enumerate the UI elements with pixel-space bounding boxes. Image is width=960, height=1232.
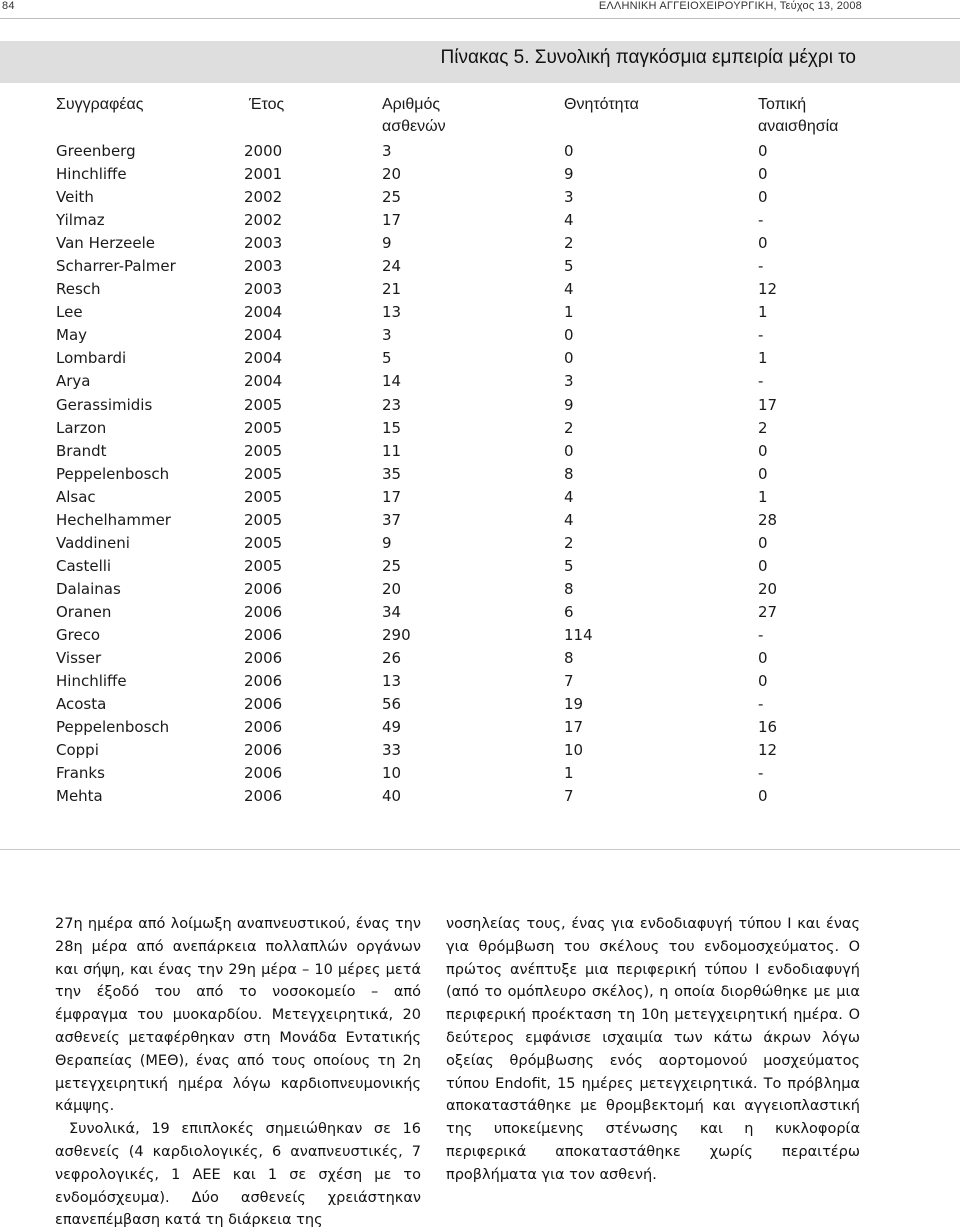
- cell-author: Lee: [56, 303, 83, 322]
- cell-local: -: [758, 372, 764, 391]
- cell-local: 1: [758, 303, 768, 322]
- cell-author: Franks: [56, 764, 105, 783]
- cell-mortality: 0: [564, 142, 574, 161]
- cell-patients: 33: [382, 741, 402, 760]
- table-header-row: [56, 94, 888, 140]
- table-row: [56, 670, 888, 693]
- cell-patients: 25: [382, 188, 402, 207]
- cell-local: 1: [758, 349, 768, 368]
- cell-year: 2003: [244, 257, 283, 276]
- cell-year: 2005: [244, 418, 283, 437]
- cell-mortality: 10: [564, 741, 584, 760]
- cell-year: 2006: [244, 718, 283, 737]
- table-row: [56, 716, 888, 739]
- cell-mortality: 8: [564, 464, 574, 483]
- cell-local: 0: [758, 533, 768, 552]
- table-row: [56, 509, 888, 532]
- cell-patients: 49: [382, 718, 402, 737]
- cell-patients: 10: [382, 764, 402, 783]
- cell-year: 2004: [244, 303, 283, 322]
- cell-author: Visser: [56, 649, 102, 668]
- cell-patients: 34: [382, 602, 402, 621]
- cell-patients: 21: [382, 280, 402, 299]
- cell-mortality: 5: [564, 556, 574, 575]
- cell-local: 0: [758, 672, 768, 691]
- table-row: [56, 785, 888, 808]
- table-row: [56, 440, 888, 463]
- cell-local: 0: [758, 165, 768, 184]
- section-divider: [0, 849, 960, 850]
- cell-mortality: 3: [564, 372, 574, 391]
- left-paragraph-2: Συνολικά, 19 επιπλοκές σημειώθηκαν σε 16 ασθενείς (4 καρδιολογικές, 6 αναπνευστικές, 7 νεφρολογικές, 1 ΑΕΕ και 1 σε σχέση με το ενδομόσχευμα). Δύο ασθενείς χρειάστηκαν επανεπέμβαση κατά τη διάρκεια της: [55, 1121, 421, 1229]
- table-row: [56, 232, 888, 255]
- cell-local: 0: [758, 464, 768, 483]
- cell-mortality: 4: [564, 487, 574, 506]
- header-author: Συγγραφέας: [56, 96, 144, 113]
- cell-local: 0: [758, 649, 768, 668]
- table-row: [56, 394, 888, 417]
- cell-local: 12: [758, 741, 778, 760]
- cell-mortality: 8: [564, 579, 574, 598]
- cell-author: Gerassimidis: [56, 395, 153, 414]
- cell-year: 2006: [244, 602, 283, 621]
- cell-mortality: 7: [564, 787, 574, 806]
- cell-year: 2003: [244, 280, 283, 299]
- cell-year: 2000: [244, 142, 283, 161]
- cell-local: -: [758, 326, 764, 345]
- cell-year: 2002: [244, 211, 283, 230]
- cell-patients: 11: [382, 441, 402, 460]
- table-row: [56, 278, 888, 301]
- cell-patients: 20: [382, 165, 402, 184]
- cell-year: 2005: [244, 464, 283, 483]
- cell-patients: 17: [382, 211, 402, 230]
- cell-author: Veith: [56, 188, 94, 207]
- table-row: [56, 578, 888, 601]
- cell-mortality: 0: [564, 326, 574, 345]
- cell-year: 2001: [244, 165, 283, 184]
- cell-mortality: 4: [564, 211, 574, 230]
- cell-patients: 37: [382, 510, 402, 529]
- cell-year: 2005: [244, 556, 283, 575]
- cell-local: 0: [758, 142, 768, 161]
- right-text-column: [446, 913, 860, 1187]
- table-row: [56, 647, 888, 670]
- cell-local: 0: [758, 234, 768, 253]
- cell-year: 2005: [244, 510, 283, 529]
- cell-patients: 13: [382, 672, 402, 691]
- table-row: [56, 324, 888, 347]
- cell-patients: 9: [382, 234, 392, 253]
- cell-year: 2006: [244, 672, 283, 691]
- table-row: [56, 417, 888, 440]
- table-body: [56, 140, 888, 808]
- cell-year: 2005: [244, 441, 283, 460]
- header-patients: [382, 94, 564, 140]
- cell-author: Peppelenbosch: [56, 464, 170, 483]
- cell-local: -: [758, 257, 764, 276]
- cell-patients: 23: [382, 395, 402, 414]
- table-row: [56, 693, 888, 716]
- cell-author: Arya: [56, 372, 91, 391]
- table-row: [56, 186, 888, 209]
- cell-local: 12: [758, 280, 778, 299]
- cell-year: 2002: [244, 188, 283, 207]
- cell-mortality: 2: [564, 418, 574, 437]
- cell-year: 2004: [244, 372, 283, 391]
- cell-author: Castelli: [56, 556, 112, 575]
- cell-author: Hechelhammer: [56, 510, 171, 529]
- table-row: [56, 624, 888, 647]
- cell-author: Alsac: [56, 487, 96, 506]
- table-caption: Πίνακας 5. Συνολική παγκόσμια εμπειρία μέχρι το: [440, 47, 856, 68]
- cell-patients: 20: [382, 579, 402, 598]
- cell-local: -: [758, 695, 764, 714]
- cell-mortality: 3: [564, 188, 574, 207]
- header-local-line2: αναισθησία: [758, 118, 839, 135]
- right-paragraph-1: νοσηλείας τους, ένας για ενδοδιαφυγή τύπου Ι και ένας για θρόμβωση του σκέλους του ενδομοσχεύματος. Ο πρώτος ανέπτυξε μια περιφερική τύπου Ι ενδοδιαφυγή (από το ομόπλευρο σκέλος), η οποία διορθώθηκε με μια περιφερική προέκταση τη 10η μετεγχειρητική ημέρα. Ο δεύτερος εμφάνισε ισχαιμία των κάτω άκρων λόγω οξείας θρόμβωσης ενός αορτομονού μοσχεύματος τύπου Endofit, 15 ημέρες μετεγχειρητικά. Το πρόβλημα αποκαταστάθηκε με θρομβεκτομή και αγγειοπλαστική της υποκείμενης στένωσης και η κυκλοφορία περιφερικά αποκαταστάθηκε χωρίς περαιτέρω προβλήματα για τον ασθενή.: [446, 916, 860, 1183]
- cell-patients: 15: [382, 418, 402, 437]
- cell-mortality: 4: [564, 510, 574, 529]
- left-text-column: [55, 913, 421, 1232]
- table-row: [56, 486, 888, 509]
- cell-mortality: 4: [564, 280, 574, 299]
- cell-mortality: 7: [564, 672, 574, 691]
- table-row: [56, 555, 888, 578]
- cell-local: -: [758, 626, 764, 644]
- cell-author: Acosta: [56, 695, 107, 714]
- cell-mortality: 6: [564, 602, 574, 621]
- cell-patients: 24: [382, 257, 402, 276]
- table-row: [56, 209, 888, 232]
- table-row: [56, 255, 888, 278]
- header-local-anesthesia: [758, 94, 888, 140]
- cell-year: 2005: [244, 395, 283, 414]
- cell-patients: 17: [382, 487, 402, 506]
- cell-year: 2006: [244, 741, 283, 760]
- cell-local: 16: [758, 718, 778, 737]
- cell-mortality: 19: [564, 695, 584, 714]
- cell-year: 2004: [244, 349, 283, 368]
- cell-local: 17: [758, 395, 778, 414]
- cell-author: Scharrer-Palmer: [56, 257, 176, 276]
- cell-author: Hinchliffe: [56, 165, 127, 184]
- cell-year: 2006: [244, 579, 283, 598]
- results-table: [56, 94, 888, 808]
- cell-author: May: [56, 326, 88, 345]
- cell-year: 2003: [244, 234, 283, 253]
- cell-year: 2006: [244, 695, 283, 714]
- cell-year: 2006: [244, 649, 283, 668]
- header-patients-line2: ασθενών: [382, 118, 446, 135]
- cell-mortality: 8: [564, 649, 574, 668]
- cell-author: Oranen: [56, 602, 112, 621]
- table-row: [56, 739, 888, 762]
- cell-year: 2004: [244, 326, 283, 345]
- cell-local: 0: [758, 787, 768, 806]
- header-mortality: Θνητότητα: [564, 96, 639, 113]
- cell-mortality: 9: [564, 165, 574, 184]
- left-paragraph-1: 27η ημέρα από λοίμωξη αναπνευστικού, ένας την 28η μέρα από ανεπάρκεια πολλαπλών οργάνων και σήψη, και ένας την 29η μέρα – 10 μέρες μετά την έξοδό του από το νοσοκομείο – από έμφραγμα του μυοκαρδίου. Μετεγχειρητικά, 20 ασθενείς μεταφέρθηκαν στη Μονάδα Εντατικής Θεραπείας (ΜΕΘ), ένας από τους οποίους τη 2η μετεγχειρητική ημέρα λόγω καρδιοπνευμονικής κάμψης.: [55, 916, 421, 1115]
- cell-author: Van Herzeele: [56, 234, 155, 253]
- cell-author: Yilmaz: [56, 211, 105, 230]
- cell-local: 0: [758, 188, 768, 207]
- running-header: [0, 0, 960, 19]
- cell-local: 1: [758, 487, 768, 506]
- table-row: [56, 301, 888, 324]
- cell-year: 2006: [244, 626, 283, 644]
- header-local-line1: Τοπική: [758, 96, 807, 113]
- cell-patients: 14: [382, 372, 402, 391]
- table-row: [56, 163, 888, 186]
- cell-patients: 9: [382, 533, 392, 552]
- cell-author: Dalainas: [56, 579, 121, 598]
- cell-author: Greco: [56, 626, 101, 644]
- cell-author: Mehta: [56, 787, 103, 806]
- cell-patients: 40: [382, 787, 402, 806]
- cell-mortality: 0: [564, 349, 574, 368]
- cell-mortality: 1: [564, 303, 574, 322]
- cell-year: 2006: [244, 787, 283, 806]
- cell-local: 27: [758, 602, 778, 621]
- cell-patients: 3: [382, 326, 392, 345]
- cell-mortality: 5: [564, 257, 574, 276]
- table-row: [56, 370, 888, 393]
- cell-author: Coppi: [56, 741, 99, 760]
- cell-mortality: 2: [564, 234, 574, 253]
- cell-author: Brandt: [56, 441, 107, 460]
- cell-local: 20: [758, 579, 778, 598]
- cell-patients: 56: [382, 695, 402, 714]
- header-year: Έτος: [249, 96, 285, 113]
- cell-author: Lombardi: [56, 349, 127, 368]
- cell-mortality: 114: [564, 626, 593, 644]
- table-row: [56, 601, 888, 624]
- table-row: [56, 762, 888, 785]
- table-row: [56, 140, 888, 163]
- cell-mortality: 0: [564, 441, 574, 460]
- table-row: [56, 463, 888, 486]
- cell-mortality: 9: [564, 395, 574, 414]
- table-row: [56, 532, 888, 555]
- cell-author: Peppelenbosch: [56, 718, 170, 737]
- cell-local: 28: [758, 510, 778, 529]
- table-row: [56, 347, 888, 370]
- cell-mortality: 1: [564, 764, 574, 783]
- cell-patients: 5: [382, 349, 392, 368]
- cell-local: -: [758, 764, 764, 783]
- page-number: 84: [2, 0, 15, 12]
- cell-local: 0: [758, 441, 768, 460]
- header-patients-line1: Αριθμός: [382, 96, 441, 113]
- cell-year: 2005: [244, 487, 283, 506]
- cell-patients: 3: [382, 142, 392, 161]
- cell-year: 2006: [244, 764, 283, 783]
- cell-year: 2005: [244, 533, 283, 552]
- cell-local: 0: [758, 556, 768, 575]
- journal-title: ΕΛΛΗΝΙΚΗ ΑΓΓΕΙΟΧΕΙΡΟΥΡΓΙΚΗ, Τεύχος 13, 2008: [598, 0, 862, 12]
- cell-mortality: 17: [564, 718, 584, 737]
- cell-patients: 25: [382, 556, 402, 575]
- cell-author: Vaddineni: [56, 533, 130, 552]
- cell-author: Greenberg: [56, 142, 136, 161]
- cell-author: Resch: [56, 280, 101, 299]
- cell-patients: 13: [382, 303, 402, 322]
- cell-local: -: [758, 211, 764, 230]
- cell-patients: 35: [382, 464, 402, 483]
- cell-mortality: 2: [564, 533, 574, 552]
- cell-author: Larzon: [56, 418, 107, 437]
- cell-patients: 290: [382, 626, 411, 644]
- cell-patients: 26: [382, 649, 402, 668]
- cell-author: Hinchliffe: [56, 672, 127, 691]
- cell-local: 2: [758, 418, 768, 437]
